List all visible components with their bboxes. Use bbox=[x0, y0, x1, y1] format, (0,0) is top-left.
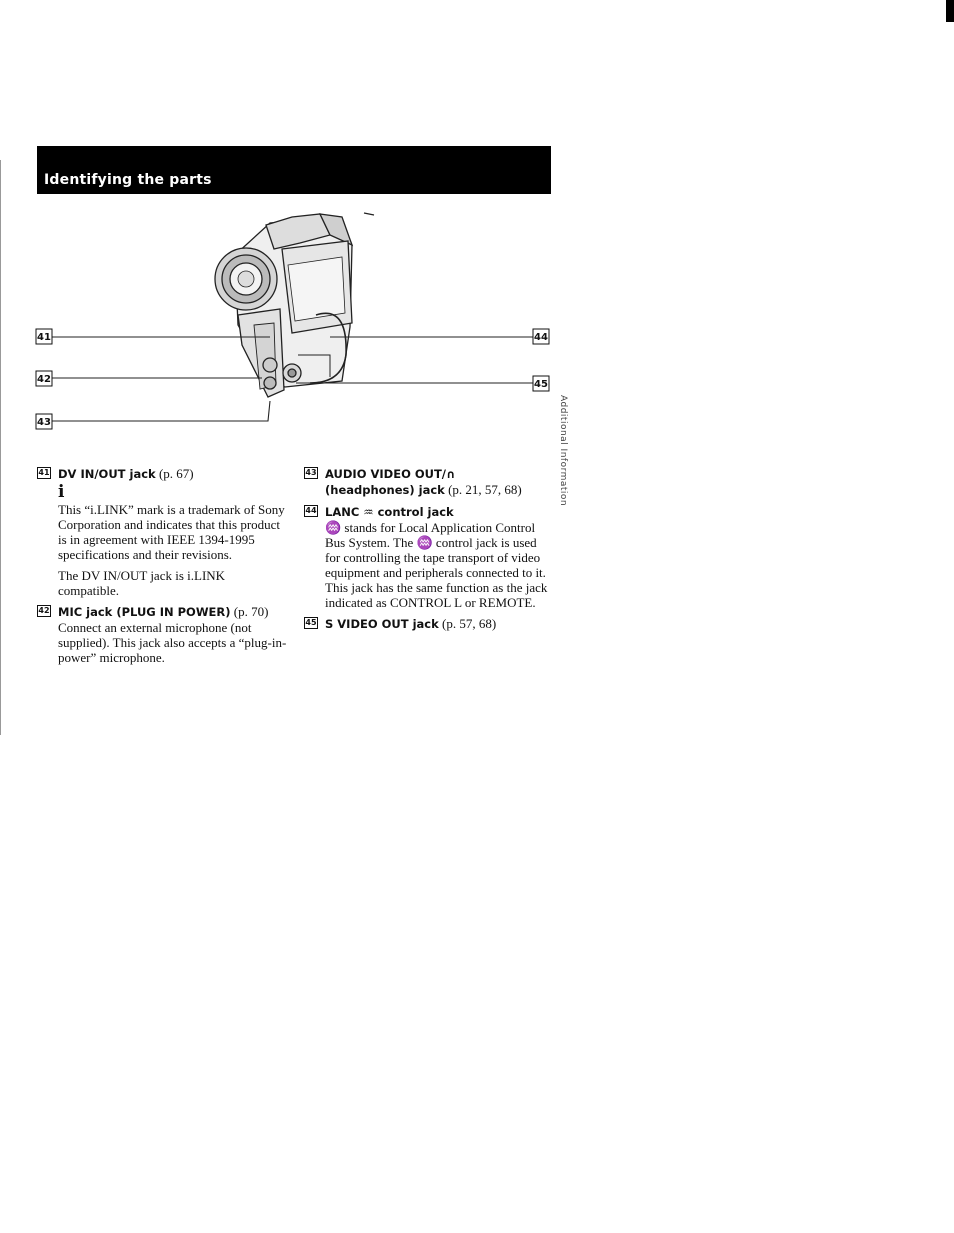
page-ref: (p. 70) bbox=[230, 604, 269, 619]
page-title: Identifying the parts bbox=[44, 172, 212, 188]
item-number: 43 bbox=[305, 468, 317, 477]
page-ref: (p. 21, 57, 68) bbox=[444, 482, 522, 497]
item-term: S VIDEO OUT jack bbox=[325, 617, 439, 631]
page-ref: (p. 57, 68) bbox=[438, 616, 497, 631]
item-text: Connect an external microphone (not supplied). This jack also accepts a “plug-in-power” microphone. bbox=[58, 620, 287, 665]
left-column bbox=[37, 466, 287, 665]
item-text: The DV IN/OUT jack is i.LINK compatible. bbox=[58, 568, 226, 598]
callout-43: 43 bbox=[37, 417, 51, 428]
side-tab-label bbox=[556, 395, 570, 510]
camcorder-illustration bbox=[30, 205, 555, 435]
item-45 bbox=[304, 616, 548, 632]
page-ref: (p. 67) bbox=[155, 466, 194, 481]
info-icon: i bbox=[58, 482, 65, 502]
item-43 bbox=[304, 466, 548, 498]
item-number: 41 bbox=[38, 468, 50, 477]
right-edge-mark bbox=[946, 0, 954, 22]
item-term: DV IN/OUT jack bbox=[58, 467, 156, 481]
item-text: ♒ stands for Local Application Control Bus System. The ♒ control jack is used for controlling the tape transport of video equipment and peripherals connected to it. This jack has the same function as the jack indicated as CONTROL L or REMOTE. bbox=[325, 520, 548, 610]
callout-41: 41 bbox=[37, 332, 51, 343]
callout-45: 45 bbox=[534, 379, 548, 390]
item-number: 45 bbox=[305, 618, 317, 627]
item-44 bbox=[304, 504, 548, 610]
item-term: LANC ♒ control jack bbox=[325, 505, 454, 519]
callout-44: 44 bbox=[534, 332, 548, 343]
item-41 bbox=[37, 466, 287, 598]
side-tab-text: Additional Information bbox=[558, 395, 568, 507]
callout-42: 42 bbox=[37, 374, 51, 385]
item-number: 42 bbox=[38, 606, 50, 615]
item-text: This “i.LINK” mark is a trademark of Sony Corporation and indicates that this product is in agreement with IEEE 1394-1995 specifications and their revisions. bbox=[58, 502, 285, 562]
right-column bbox=[304, 466, 548, 632]
item-number: 44 bbox=[305, 506, 317, 515]
item-term: AUDIO VIDEO OUT/∩ (headphones) jack bbox=[325, 467, 456, 497]
item-term: MIC jack (PLUG IN POWER) bbox=[58, 605, 231, 619]
item-42 bbox=[37, 604, 287, 665]
left-edge-line bbox=[0, 160, 1, 735]
section-header bbox=[37, 146, 551, 194]
